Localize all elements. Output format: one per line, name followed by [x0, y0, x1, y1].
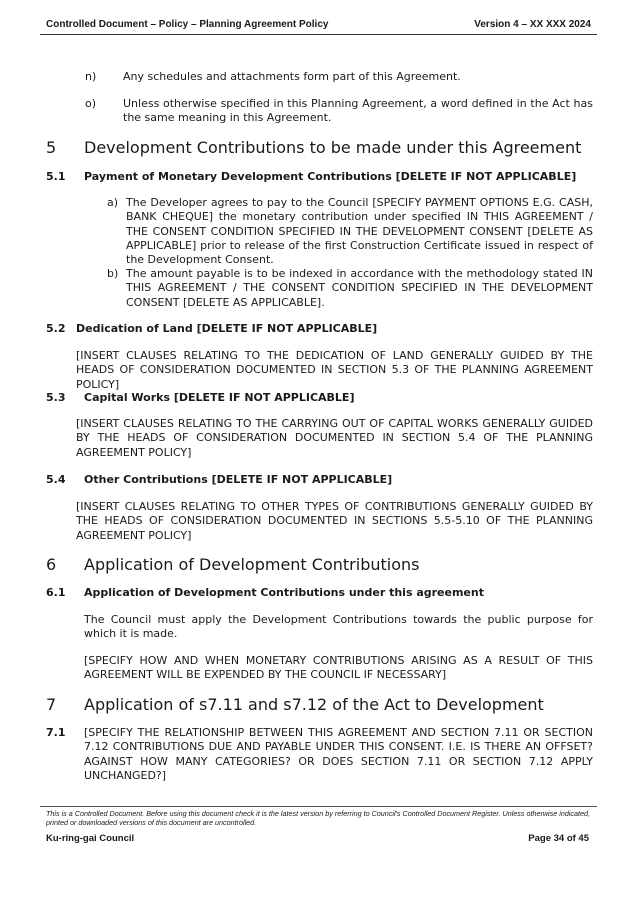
paragraph: [SPECIFY THE RELATIONSHIP BETWEEN THIS AGREEMENT AND SECTION 7.11 OR SECTION 7.12 CONTRIBUTIONS DUE AND PAYABLE UNDER THIS CONSENT. I.E. IS THERE AN OFFSET? AGAINST HOW MANY CATEGORIES? OR DOES SECTION 7.11 OR SECTION 7.12 APPLY UNCHANGED?]: [84, 726, 593, 782]
list-label: b): [107, 267, 119, 280]
footer-divider: [40, 806, 597, 807]
subsection-heading: Dedication of Land [DELETE IF NOT APPLICABLE]: [76, 322, 378, 335]
list-label: n): [85, 70, 97, 83]
section-heading: Application of s7.11 and s7.12 of the Act to Development: [84, 695, 544, 714]
subsection-heading: Payment of Monetary Development Contributions [DELETE IF NOT APPLICABLE]: [84, 170, 577, 183]
section-heading: Development Contributions to be made under this Agreement: [84, 138, 582, 157]
subsection-number: 5.2: [46, 322, 66, 335]
list-item: The amount payable is to be indexed in accordance with the methodology stated IN THIS AGREEMENT / THE CONSENT CONDITION SPECIFIED IN THE DEVELOPMENT CONSENT [DELETE AS APPLICABLE].: [126, 267, 593, 309]
subsection-heading: Application of Development Contributions under this agreement: [84, 586, 484, 599]
list-item: Unless otherwise specified in this Planning Agreement, a word defined in the Act has the same meaning in this Agreement.: [123, 97, 593, 125]
subsection-number: 6.1: [46, 586, 66, 599]
paragraph: [INSERT CLAUSES RELATING TO THE DEDICATION OF LAND GENERALLY GUIDED BY THE HEADS OF CONSIDERATION DOCUMENTED IN SECTION 5.3 OF THE PLANNING AGREEMENT POLICY]: [76, 349, 593, 391]
list-item: The Developer agrees to pay to the Council [SPECIFY PAYMENT OPTIONS E.G. CASH, BANK CHEQUE] the monetary contribution under specified IN THIS AGREEMENT / THE CONSENT CONDITION SPECIFIED IN THE DEVELOPMENT CONSENT [DELETE AS APPLICABLE] prior to release of the first Construction Certificate issued in respect of the Development Consent.: [126, 196, 593, 267]
footer-organisation: Ku-ring-gai Council: [46, 833, 135, 844]
paragraph: [SPECIFY HOW AND WHEN MONETARY CONTRIBUTIONS ARISING AS A RESULT OF THIS AGREEMENT WILL BE EXPENDED BY THE COUNCIL IF NECESSARY]: [84, 654, 593, 682]
footer-note: This is a Controlled Document. Before using this document check it is the latest version by referring to Council's Controlled Document Register. Unless otherwise indicated, printed or downloaded versions of this document are uncontrolled.: [46, 809, 591, 827]
list-label: a): [107, 196, 119, 209]
subsection-heading: Capital Works [DELETE IF NOT APPLICABLE]: [84, 391, 355, 404]
section-number: 7: [46, 695, 57, 714]
document-title: Controlled Document – Policy – Planning Agreement Policy: [46, 19, 329, 30]
paragraph: [INSERT CLAUSES RELATING TO THE CARRYING OUT OF CAPITAL WORKS GENERALLY GUIDED BY THE HEADS OF CONSIDERATION DOCUMENTED IN SECTION 5.4 OF THE PLANNING AGREEMENT POLICY]: [76, 417, 593, 459]
section-number: 6: [46, 555, 57, 574]
subsection-heading: Other Contributions [DELETE IF NOT APPLICABLE]: [84, 473, 393, 486]
paragraph: [INSERT CLAUSES RELATING TO OTHER TYPES OF CONTRIBUTIONS GENERALLY GUIDED BY THE HEADS OF CONSIDERATION DOCUMENTED IN SECTIONS 5.5-5.10 OF THE PLANNING AGREEMENT POLICY]: [76, 500, 593, 542]
subsection-number: 5.1: [46, 170, 66, 183]
page-number: Page 34 of 45: [528, 833, 589, 844]
subsection-number: 7.1: [46, 726, 66, 739]
section-heading: Application of Development Contributions: [84, 555, 420, 574]
list-item: Any schedules and attachments form part of this Agreement.: [123, 70, 461, 83]
page-header: [40, 14, 597, 35]
document-version: Version 4 – XX XXX 2024: [474, 19, 591, 30]
subsection-number: 5.3: [46, 391, 66, 404]
section-number: 5: [46, 138, 57, 157]
subsection-number: 5.4: [46, 473, 66, 486]
paragraph: The Council must apply the Development Contributions towards the public purpose for which it is made.: [84, 613, 593, 641]
list-label: o): [85, 97, 97, 110]
